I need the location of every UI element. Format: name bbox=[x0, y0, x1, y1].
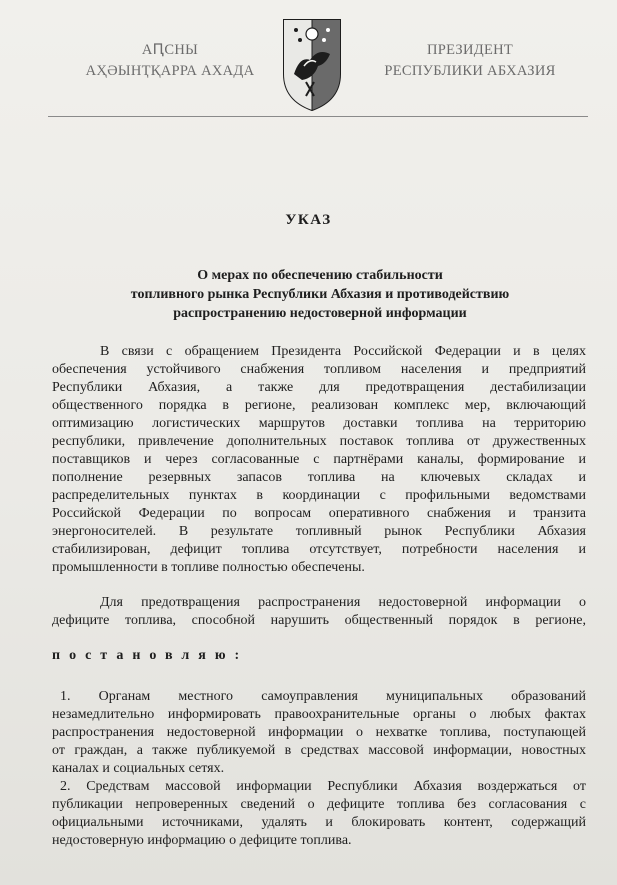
para1-line: энергоносителей. В результате топливный рынок Республики Абхазия bbox=[52, 524, 586, 539]
item2-line: 2. Средствам массовой информации Республики Абхазия воздержаться от bbox=[60, 779, 586, 794]
item1-line: каналах и социальных сетях. bbox=[52, 761, 225, 776]
item1-line: 1. Органам местного самоуправления муниципальных образований bbox=[60, 689, 586, 704]
item1-line: незамедлительно информировать правоохранительные органы о любых фактах bbox=[52, 707, 586, 722]
item2-line: официальными источниками, удалять и блокировать контент, содержащий bbox=[52, 815, 586, 830]
item1-line: распространения недостоверной информации о нехватке топлива, поступающей bbox=[52, 725, 586, 740]
item2-line: публикации непроверенных сведений о дефиците топлива без согласования с bbox=[52, 797, 586, 812]
header-right-line1: ПРЕЗИДЕНТ bbox=[426, 42, 514, 58]
decree-word: постановляю: bbox=[52, 648, 249, 663]
para1-line: распределительных пунктах в координации с профильными ведомствами bbox=[52, 488, 586, 503]
para1-line: В связи с обращением Президента Российской Федерации и в целях bbox=[100, 344, 586, 359]
para1-line: Российской Федерации по вопросам оперативного снабжения и транзита bbox=[52, 506, 586, 521]
para1-line: поставщиков и через согласованные с партнёрами каналы, формирование и bbox=[52, 452, 586, 467]
para2-line: Для предотвращения распространения недостоверной информации о bbox=[100, 595, 586, 610]
para2-line: дефиците топлива, способной нарушить общественный порядок в регионе, bbox=[52, 613, 586, 628]
header-left-line1: АԤСНЫ bbox=[141, 42, 199, 58]
subtitle-line: О мерах по обеспечению стабильности bbox=[197, 268, 443, 283]
para1-line: общественного порядка в регионе, реализован комплекс мер, включающий bbox=[52, 398, 586, 413]
para1-line: стабилизирован, дефицит топлива отсутствует, потребности населения и bbox=[52, 542, 586, 557]
para1-line: оптимизацию логистических маршрутов доставки топлива на территорию bbox=[52, 416, 586, 431]
document-title: УКАЗ bbox=[285, 212, 332, 228]
subtitle-line: топливного рынка Республики Абхазия и противодействию bbox=[130, 287, 510, 302]
item1-line: от граждан, а также публикуемой в средствах массовой информации, новостных bbox=[52, 743, 586, 758]
item2-line: недостоверную информацию о дефиците топлива. bbox=[52, 833, 352, 848]
subtitle-line: распространению недостоверной информации bbox=[173, 306, 467, 321]
header-right-line2: РЕСПУБЛИКИ АБХАЗИЯ bbox=[384, 63, 556, 79]
para1-line: промышленности в топливе полностью обеспечены. bbox=[52, 560, 365, 575]
para1-line: обеспечения устойчивого снабжения топливом населения и предприятий bbox=[52, 362, 586, 377]
para1-line: республики, привлечение дополнительных поставок топлива от дружественных bbox=[52, 434, 586, 449]
para1-line: пополнение резервных запасов топлива на ключевых складах и bbox=[52, 470, 586, 485]
header-left-line2: АҲӘЫНҬҚАРРА АХАДА bbox=[85, 63, 255, 79]
para1-line: Республики Абхазия, а также для предотвращения дестабилизации bbox=[52, 380, 586, 395]
